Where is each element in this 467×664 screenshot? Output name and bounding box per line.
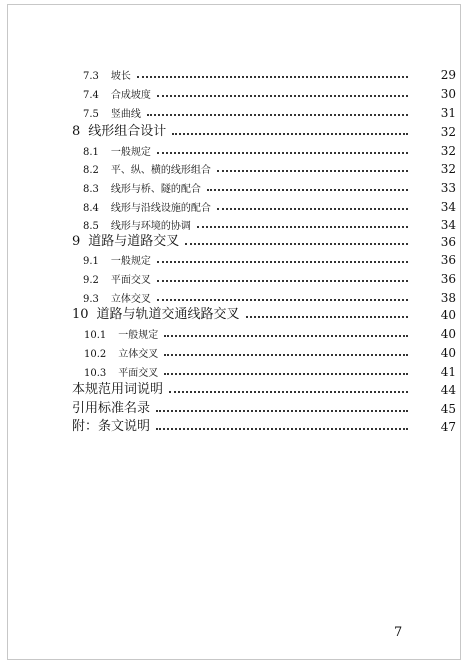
toc-entry-page: 36: [440, 272, 456, 286]
toc-entry[interactable]: [72, 400, 456, 416]
dot-leader: [156, 428, 408, 430]
toc-entry[interactable]: [72, 418, 456, 434]
toc-entry-title: 一般规定: [118, 330, 159, 341]
dot-leader: [164, 354, 408, 356]
toc-entry-page: 32: [440, 162, 456, 176]
dot-leader: [217, 170, 408, 172]
toc-entry-number: 10.2: [84, 349, 107, 360]
toc-entry-title: 道路与道路交叉: [88, 234, 180, 249]
toc-entry[interactable]: [83, 142, 456, 158]
dot-leader: [157, 299, 408, 301]
dot-leader: [185, 243, 408, 245]
toc-entry-page: 44: [440, 383, 456, 397]
toc-entry-number: 9.3: [83, 294, 99, 305]
toc-entry[interactable]: [72, 306, 456, 322]
toc-entry-page: 33: [440, 181, 456, 195]
toc-entry-page: 40: [440, 308, 456, 322]
toc-entry-number: 8.2: [83, 165, 99, 176]
dot-leader: [156, 410, 408, 412]
toc-entry-page: 29: [440, 68, 456, 82]
toc-entry-page: 45: [440, 402, 456, 416]
toc-entry-number: 9.1: [83, 256, 99, 267]
toc-entry[interactable]: [84, 363, 456, 379]
toc-entry-number: 10.3: [84, 368, 107, 379]
toc-entry-title: 平、纵、横的线形组合: [110, 165, 211, 176]
toc-entry-number: 10: [72, 307, 89, 322]
toc-entry-title: 线形与沿线设施的配合: [110, 203, 211, 214]
dot-leader: [157, 95, 408, 97]
toc-entry[interactable]: [72, 381, 456, 397]
toc-entry[interactable]: [83, 85, 456, 101]
toc-entry-title: 平面交叉: [110, 275, 151, 286]
dot-leader: [217, 208, 408, 210]
toc-entry-number: 8.1: [83, 147, 99, 158]
toc-entry-page: 32: [440, 125, 456, 139]
dot-leader: [137, 76, 408, 78]
dot-leader: [164, 335, 408, 337]
toc-entry-title: 立体交叉: [118, 349, 159, 360]
toc-entry[interactable]: [83, 66, 456, 82]
toc-entry-number: 7.3: [83, 71, 99, 82]
toc-entry-title: 线形与桥、隧的配合: [110, 184, 201, 195]
toc-entry[interactable]: [83, 270, 456, 286]
toc-entry-number: 7.4: [83, 90, 99, 101]
toc-entry-number: 8.5: [83, 221, 99, 232]
toc-entry-number: 10.1: [84, 330, 107, 341]
toc-entry-title: 平面交叉: [118, 368, 159, 379]
toc-entry[interactable]: [83, 179, 456, 195]
toc-entry[interactable]: [84, 325, 456, 341]
toc-entry-page: 32: [440, 144, 456, 158]
toc-entry-number: 8.4: [83, 203, 99, 214]
toc-entry-number: 7.5: [83, 109, 99, 120]
toc-entry-title: 一般规定: [110, 147, 151, 158]
toc-entry-number: 9: [72, 234, 81, 249]
toc-entry[interactable]: [83, 251, 456, 267]
page-number: 7: [394, 625, 403, 640]
dot-leader: [246, 316, 408, 318]
toc-entry-number: 9.2: [83, 275, 99, 286]
dot-leader: [172, 133, 408, 135]
toc-entry-page: 40: [440, 346, 456, 360]
dot-leader: [157, 152, 408, 154]
toc-entry-title: 道路与轨道交通线路交叉: [96, 307, 240, 322]
toc-entry-page: 36: [440, 235, 456, 249]
toc-entry-page: 36: [440, 253, 456, 267]
dot-leader: [207, 189, 408, 191]
toc-entry-title: 一般规定: [110, 256, 151, 267]
dot-leader: [157, 261, 408, 263]
toc-entry-title: 线形与环境的协调: [110, 221, 191, 232]
toc-entry-title: 引用标准名录: [72, 401, 151, 416]
dot-leader: [197, 226, 408, 228]
toc-entry[interactable]: [83, 160, 456, 176]
toc-entry[interactable]: [83, 198, 456, 214]
toc-entry-page: 30: [440, 87, 456, 101]
toc-entry-number: 8.3: [83, 184, 99, 195]
dot-leader: [164, 373, 408, 375]
toc-entry-page: 40: [440, 327, 456, 341]
toc-entry[interactable]: [72, 123, 456, 139]
toc-entry-page: 34: [440, 218, 456, 232]
dot-leader: [157, 280, 408, 282]
toc-entry[interactable]: [72, 233, 456, 249]
toc-entry-title: 线形组合设计: [88, 124, 167, 139]
toc-entry-title: 坡长: [110, 71, 131, 82]
toc-entry-title: 本规范用词说明: [72, 382, 164, 397]
toc-entry-page: 47: [440, 420, 456, 434]
toc-entry-page: 31: [440, 106, 456, 120]
toc-entry-title: 竖曲线: [110, 109, 141, 120]
toc-entry-page: 41: [440, 365, 456, 379]
toc-entry[interactable]: [84, 344, 456, 360]
toc-entry-title: 附：条文说明: [72, 419, 151, 434]
dot-leader: [169, 391, 408, 393]
toc-entry-page: 34: [440, 200, 456, 214]
toc-entry-title: 立体交叉: [110, 294, 151, 305]
toc-entry-number: 8: [72, 124, 81, 139]
toc-entry[interactable]: [83, 104, 456, 120]
toc-entry-title: 合成坡度: [110, 90, 151, 101]
dot-leader: [147, 114, 408, 116]
toc-entry-page: 38: [440, 291, 456, 305]
